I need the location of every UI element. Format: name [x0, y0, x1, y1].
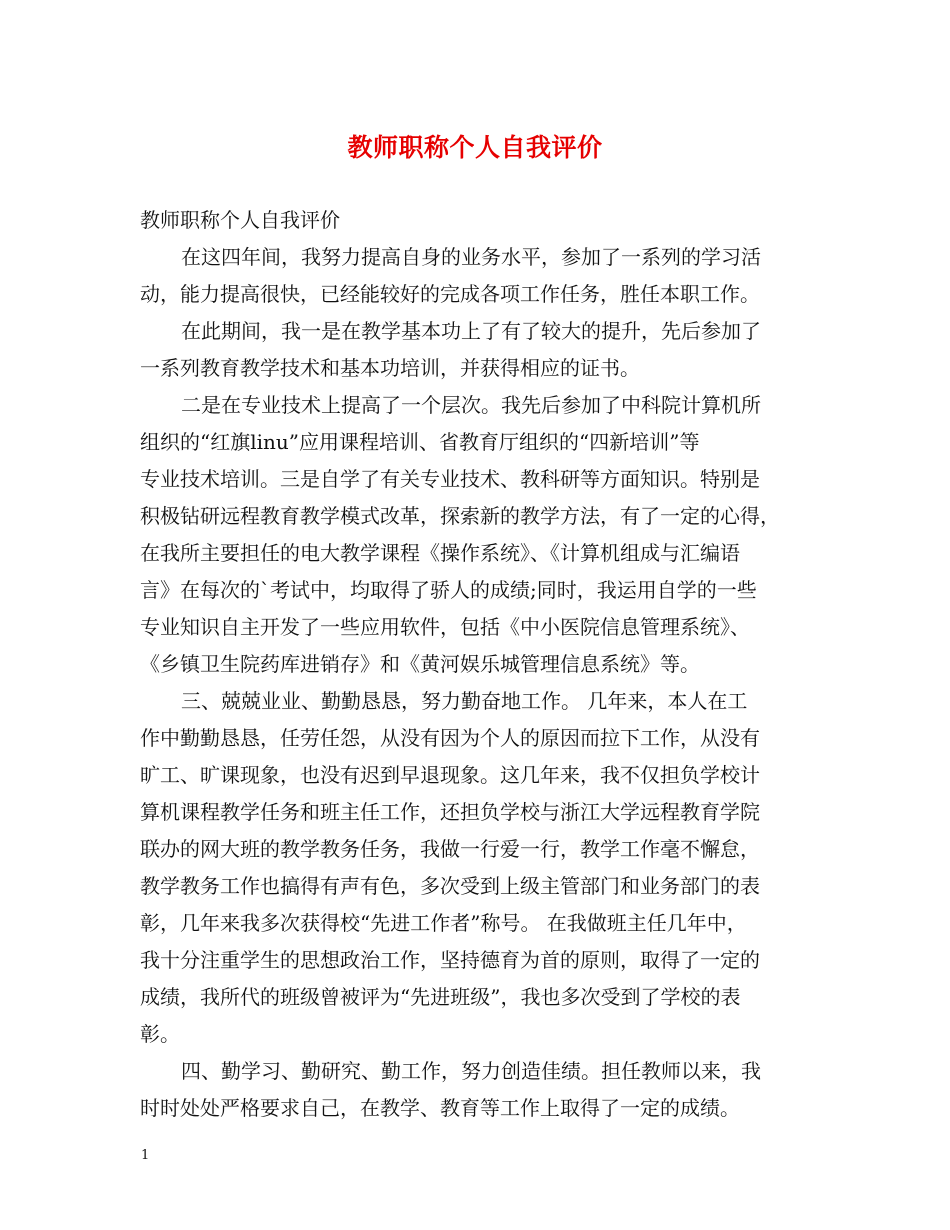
text-line: 专业技术培训。三是自学了有关专业技术、教科研等方面知识。特别是	[140, 467, 760, 491]
text-line: 联办的网大班的教学教务任务，我做一行爱一行，教学工作毫不懈怠，	[140, 837, 760, 861]
text-line: 言》在每次的`考试中，均取得了骄人的成绩;同时，我运用自学的一些	[140, 578, 757, 602]
text-line: 组织的“红旗linu”应用课程培训、省教育厅组织的“四新培训”等	[140, 430, 700, 454]
text-line: 作中勤勤恳恳，任劳任怨，从没有因为个人的原因而拉下工作，从没有	[140, 726, 760, 750]
text-line: 在我所主要担任的电大教学课程《操作系统》、《计算机组成与汇编语	[140, 541, 740, 565]
text-line: 算机课程教学任务和班主任工作，还担负学校与浙江大学远程教育学院	[140, 800, 760, 824]
text-line: 一系列教育教学技术和基本功培训，并获得相应的证书。	[140, 356, 640, 380]
text-line: 旷工、旷课现象，也没有迟到早退现象。这几年来，我不仅担负学校计	[140, 763, 760, 787]
text-line: 教学教务工作也搞得有声有色，多次受到上级主管部门和业务部门的表	[140, 874, 760, 898]
text-line: 成绩，我所代的班级曾被评为“先进班级”，我也多次受到了学校的表	[140, 985, 741, 1009]
text-line: 专业知识自主开发了一些应用软件，包括《中小医院信息管理系统》、	[140, 615, 750, 639]
text-line: 在此期间，我一是在教学基本功上了有了较大的提升，先后参加了	[181, 319, 761, 343]
text-line: 三、兢兢业业、勤勤恳恳，努力勤奋地工作。 几年来，本人在工	[181, 689, 748, 713]
text-line: 教师职称个人自我评价	[140, 208, 340, 232]
page-number: 1	[141, 1148, 150, 1163]
text-line: 积极钻研远程教育教学模式改革，探索新的教学方法，有了一定的心得，	[140, 504, 780, 528]
text-line: 动，能力提高很快，已经能较好的完成各项工作任务，胜任本职工作。	[140, 282, 760, 306]
text-line: 我十分注重学生的思想政治工作，坚持德育为首的原则，取得了一定的	[140, 948, 760, 972]
text-line: 《乡镇卫生院药库进销存》和《黄河娱乐城管理信息系统》等。	[140, 652, 700, 676]
text-line: 四、勤学习、勤研究、勤工作，努力创造佳绩。担任教师以来，我	[181, 1059, 761, 1083]
text-line: 在这四年间，我努力提高自身的业务水平，参加了一系列的学习活	[181, 245, 761, 269]
text-line: 彰。	[140, 1022, 180, 1046]
text-line: 二是在专业技术上提高了一个层次。我先后参加了中科院计算机所	[181, 393, 761, 417]
text-line: 时时处处严格要求自己，在教学、教育等工作上取得了一定的成绩。	[140, 1096, 740, 1120]
document-body	[140, 202, 830, 1127]
document-title: 教师职称个人自我评价	[347, 133, 603, 162]
text-line: 彰，几年来我多次获得校“先进工作者”称号。 在我做班主任几年中，	[140, 911, 747, 935]
